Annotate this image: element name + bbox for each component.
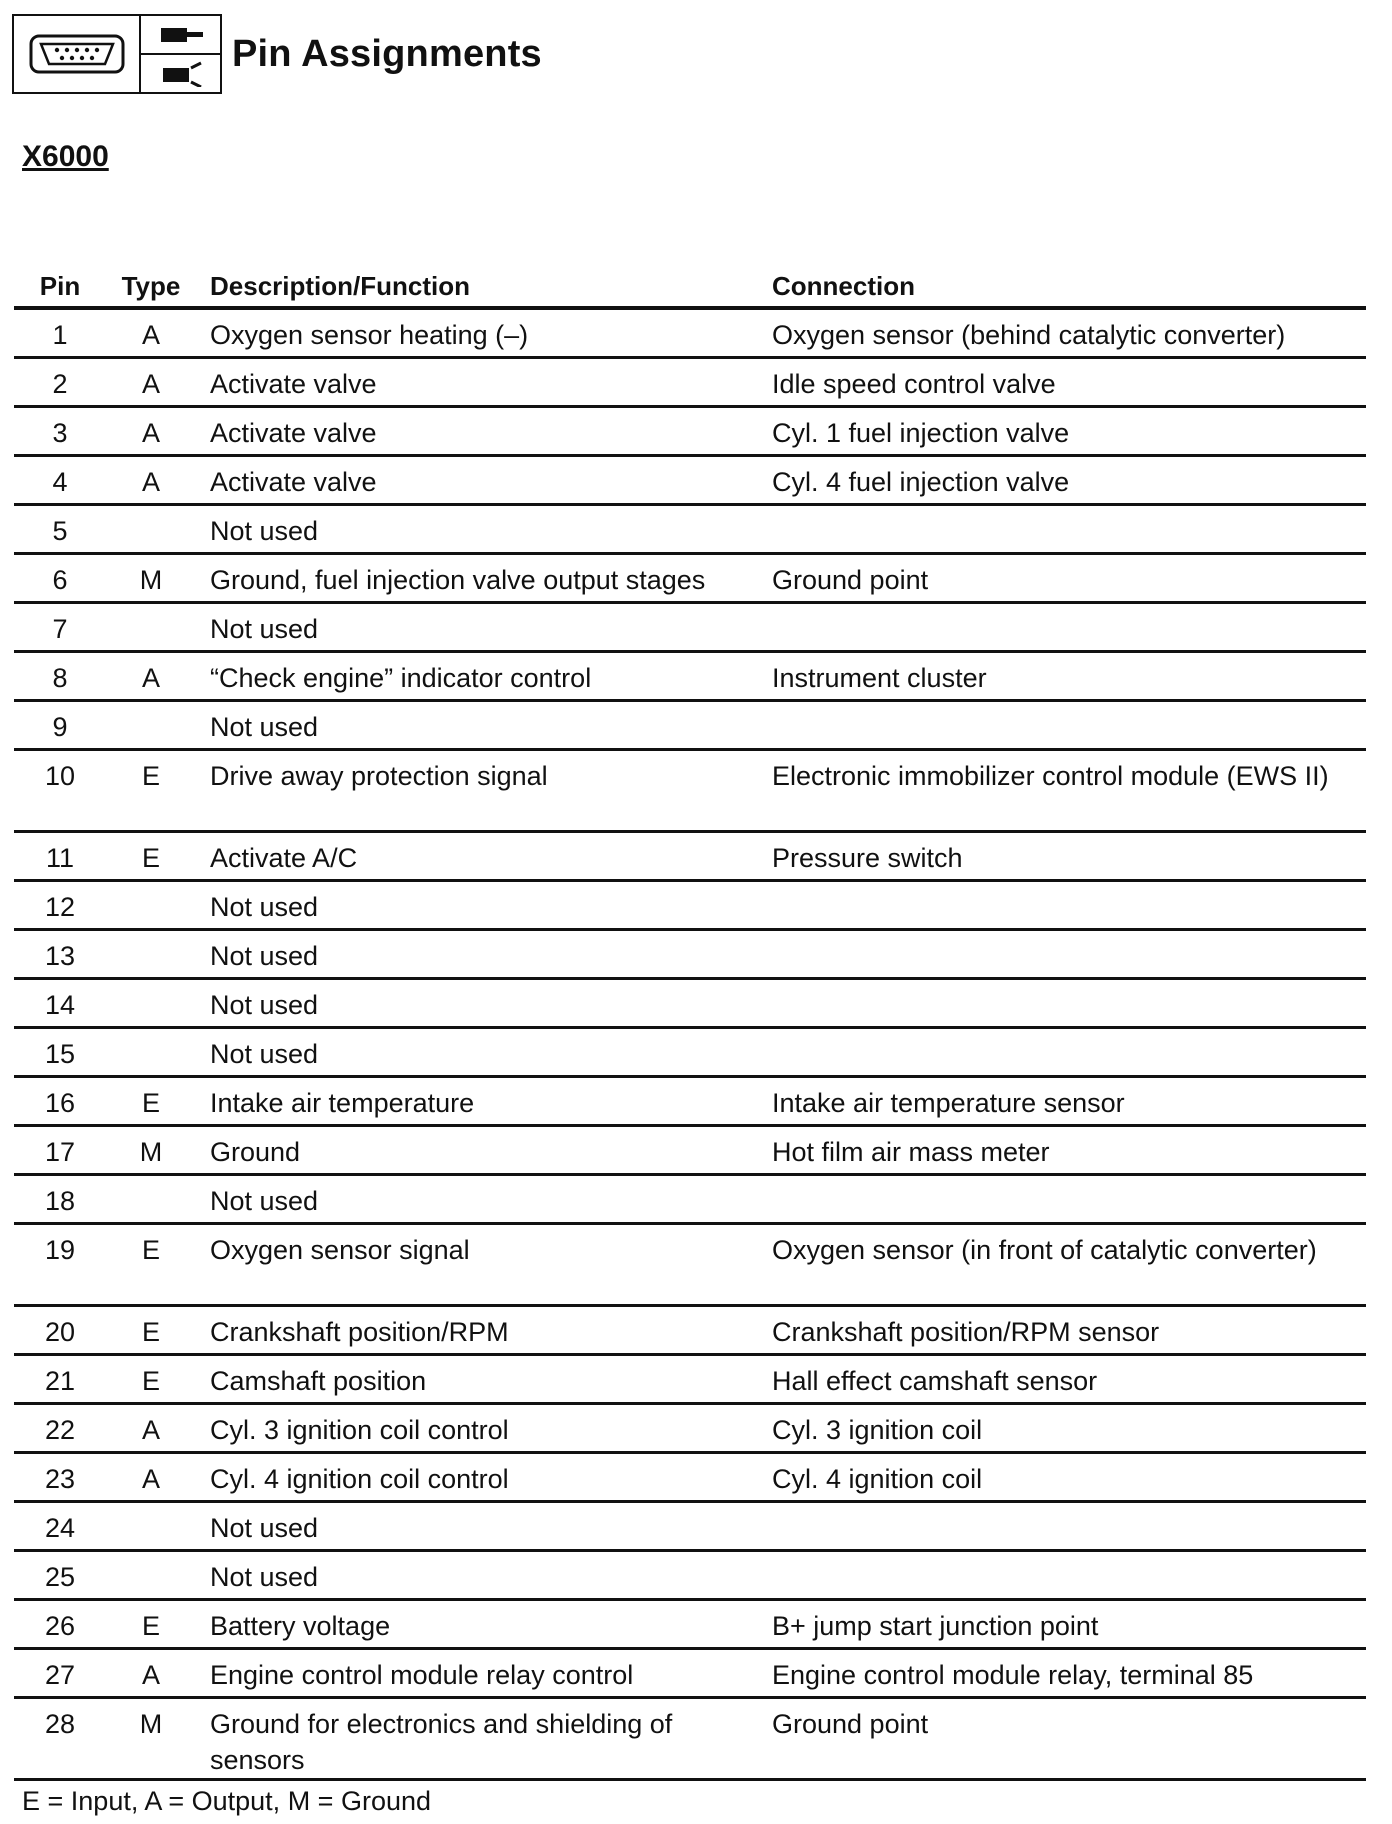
description-cell: Engine control module relay control <box>210 1660 634 1690</box>
pin-cell: 7 <box>52 614 68 644</box>
description-cell: Not used <box>210 712 319 742</box>
connection-cell: Cyl. 4 ignition coil <box>772 1464 983 1494</box>
table-row <box>14 310 1366 359</box>
description-cell: Activate valve <box>210 467 377 497</box>
table-row <box>14 1225 1366 1307</box>
plug-in-icon <box>141 55 220 92</box>
connector-icon <box>14 16 141 92</box>
connection-cell: Cyl. 3 ignition coil <box>772 1415 983 1445</box>
connection-cell: Pressure switch <box>772 843 963 873</box>
pin-cell: 23 <box>44 1464 76 1494</box>
type-cell: M <box>139 565 163 595</box>
description-cell: Ground, fuel injection valve output stages <box>210 565 706 595</box>
type-cell: E <box>141 761 160 791</box>
connection-cell: Oxygen sensor (in front of catalytic converter) <box>772 1235 1317 1265</box>
type-cell: A <box>141 320 160 350</box>
type-cell: A <box>141 369 160 399</box>
plug-icons <box>141 16 220 92</box>
table-row <box>14 1503 1366 1552</box>
pin-cell: 1 <box>52 320 68 350</box>
pin-cell: 28 <box>44 1709 76 1739</box>
header-pin: Pin <box>39 271 81 301</box>
pin-cell: 19 <box>44 1235 76 1265</box>
header-type: Type <box>121 271 181 301</box>
type-cell: E <box>141 843 160 873</box>
description-cell: Not used <box>210 1513 319 1543</box>
description-cell: Drive away protection signal <box>210 761 548 791</box>
type-cell: M <box>139 1137 163 1167</box>
table-row <box>14 1454 1366 1503</box>
description-cell: Not used <box>210 1186 319 1216</box>
description-cell: Not used <box>210 990 319 1020</box>
pin-cell: 2 <box>52 369 68 399</box>
pin-cell: 16 <box>44 1088 76 1118</box>
pin-cell: 20 <box>44 1317 76 1347</box>
table-row <box>14 833 1366 882</box>
pin-cell: 12 <box>44 892 76 922</box>
pin-cell: 10 <box>44 761 76 791</box>
table-row <box>14 980 1366 1029</box>
pin-cell: 8 <box>52 663 68 693</box>
description-cell: Battery voltage <box>210 1611 391 1641</box>
type-cell: A <box>141 418 160 448</box>
table-row <box>14 882 1366 931</box>
connection-cell: Ground point <box>772 1709 929 1739</box>
header-description: Description/Function <box>210 271 470 301</box>
connection-cell: Oxygen sensor (behind catalytic converter) <box>772 320 1286 350</box>
pin-cell: 3 <box>52 418 68 448</box>
table-body <box>14 310 1366 1781</box>
type-cell: M <box>139 1709 163 1739</box>
pin-cell: 5 <box>52 516 68 546</box>
pin-cell: 11 <box>45 843 75 873</box>
header-connection: Connection <box>772 271 915 301</box>
pin-table <box>14 264 1366 1781</box>
table-row <box>14 1405 1366 1454</box>
connection-cell: Instrument cluster <box>772 663 987 693</box>
connection-cell: Ground point <box>772 565 929 595</box>
table-row <box>14 359 1366 408</box>
pin-cell: 22 <box>44 1415 76 1445</box>
connection-cell: Hot film air mass meter <box>772 1137 1050 1167</box>
pin-cell: 21 <box>44 1366 76 1396</box>
table-row <box>14 457 1366 506</box>
type-cell: E <box>141 1611 160 1641</box>
connection-cell: Intake air temperature sensor <box>772 1088 1125 1118</box>
table-row <box>14 1552 1366 1601</box>
type-cell: E <box>141 1088 160 1118</box>
table-row <box>14 931 1366 980</box>
type-cell: E <box>141 1366 160 1396</box>
description-cell: Ground for electronics and shielding of sensors <box>210 1709 673 1775</box>
table-row <box>14 1307 1366 1356</box>
connection-cell: B+ jump start junction point <box>772 1611 1099 1641</box>
table-row <box>14 1699 1366 1781</box>
table-row <box>14 604 1366 653</box>
pin-cell: 27 <box>44 1660 76 1690</box>
pin-cell: 14 <box>44 990 76 1020</box>
table-row <box>14 1176 1366 1225</box>
description-cell: “Check engine” indicator control <box>210 663 592 693</box>
description-cell: Not used <box>210 516 319 546</box>
pin-cell: 24 <box>44 1513 76 1543</box>
description-cell: Crankshaft position/RPM <box>210 1317 509 1347</box>
table-row <box>14 751 1366 833</box>
description-cell: Not used <box>210 941 319 971</box>
type-cell: A <box>141 663 160 693</box>
description-cell: Ground <box>210 1137 301 1167</box>
description-cell: Activate valve <box>210 369 377 399</box>
connection-cell: Crankshaft position/RPM sensor <box>772 1317 1160 1347</box>
connection-cell: Electronic immobilizer control module (EWS II) <box>772 761 1329 791</box>
table-row <box>14 506 1366 555</box>
table-row <box>14 1029 1366 1078</box>
pin-cell: 17 <box>44 1137 76 1167</box>
description-cell: Oxygen sensor heating (–) <box>210 320 529 350</box>
table-row <box>14 1601 1366 1650</box>
plug-out-icon <box>141 16 220 55</box>
table-row <box>14 1650 1366 1699</box>
description-cell: Cyl. 4 ignition coil control <box>210 1464 509 1494</box>
type-cell: A <box>141 1415 160 1445</box>
table-header <box>14 264 1366 310</box>
pin-cell: 26 <box>44 1611 76 1641</box>
pin-cell: 25 <box>44 1562 76 1592</box>
type-cell: A <box>141 1464 160 1494</box>
table-row <box>14 1078 1366 1127</box>
connector-id: X6000 <box>22 140 109 173</box>
pin-cell: 6 <box>52 565 68 595</box>
description-cell: Intake air temperature <box>210 1088 475 1118</box>
table-row <box>14 1127 1366 1176</box>
description-cell: Not used <box>210 1562 319 1592</box>
connection-cell: Engine control module relay, terminal 85 <box>772 1660 1254 1690</box>
pin-cell: 9 <box>52 712 68 742</box>
description-cell: Activate valve <box>210 418 377 448</box>
table-row <box>14 702 1366 751</box>
type-cell: A <box>141 467 160 497</box>
type-cell: E <box>141 1235 160 1265</box>
table-row <box>14 653 1366 702</box>
connection-cell: Cyl. 4 fuel injection valve <box>772 467 1070 497</box>
type-cell: A <box>141 1660 160 1690</box>
description-cell: Not used <box>210 892 319 922</box>
description-cell: Oxygen sensor signal <box>210 1235 470 1265</box>
pin-cell: 4 <box>52 467 68 497</box>
description-cell: Camshaft position <box>210 1366 427 1396</box>
description-cell: Not used <box>210 1039 319 1069</box>
connection-cell: Idle speed control valve <box>772 369 1056 399</box>
description-cell: Activate A/C <box>210 843 358 873</box>
table-row <box>14 1356 1366 1405</box>
page-title: Pin Assignments <box>232 32 542 75</box>
page-header <box>12 14 542 94</box>
pin-cell: 13 <box>44 941 76 971</box>
connection-cell: Cyl. 1 fuel injection valve <box>772 418 1070 448</box>
description-cell: Cyl. 3 ignition coil control <box>210 1415 509 1445</box>
table-row <box>14 555 1366 604</box>
type-legend: E = Input, A = Output, M = Ground <box>22 1786 432 1816</box>
pin-cell: 18 <box>44 1186 76 1216</box>
pin-assignment-icon-box <box>12 14 222 94</box>
connection-cell: Hall effect camshaft sensor <box>772 1366 1098 1396</box>
description-cell: Not used <box>210 614 319 644</box>
table-row <box>14 408 1366 457</box>
type-cell: E <box>141 1317 160 1347</box>
pin-cell: 15 <box>44 1039 76 1069</box>
